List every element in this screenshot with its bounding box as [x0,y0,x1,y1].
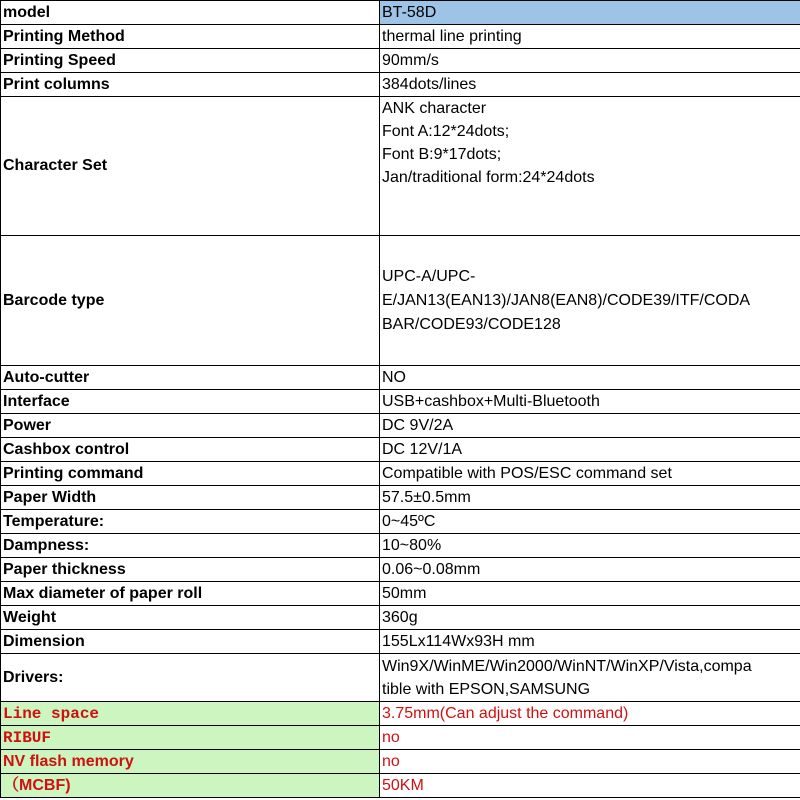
table-row [1,49,800,73]
row-value: 3.75mm(Can adjust the command) [380,702,800,726]
row-label: Temperature: [1,510,380,534]
table-row [1,558,800,582]
row-value: 50mm [380,582,800,606]
table-row [1,97,800,236]
table-row [1,510,800,534]
table-row [1,750,800,774]
row-label: Character Set [1,97,380,236]
row-value: USB+cashbox+Multi-Bluetooth [380,390,800,414]
value-line: Font B:9*17dots; [382,146,502,163]
row-label: Drivers: [1,654,380,702]
value-line: ANK character [382,100,487,117]
row-value: BT-58D [380,1,800,25]
row-label: Auto-cutter [1,366,380,390]
row-value: 155Lx114Wx93H mm [380,630,800,654]
row-label: NV flash memory [1,750,380,774]
table-row [1,774,800,798]
table-row [1,726,800,750]
row-label: Printing Speed [1,49,380,73]
row-label: Print columns [1,73,380,97]
value-line: Jan/traditional form:24*24dots [382,169,595,186]
row-value: 0.06~0.08mm [380,558,800,582]
table-row [1,438,800,462]
value-line: UPC-A/UPC- [382,267,476,285]
row-label: Printing Method [1,25,380,49]
row-value: 57.5±0.5mm [380,486,800,510]
row-label: Weight [1,606,380,630]
row-value: no [380,726,800,750]
row-value: 50KM [380,774,800,798]
table-row [1,236,800,366]
row-label: Printing command [1,462,380,486]
row-label: Paper thickness [1,558,380,582]
drivers-value [380,654,800,702]
row-label: Dimension [1,630,380,654]
row-value: 360g [380,606,800,630]
barcode-type-value [380,236,800,366]
row-value: no [380,750,800,774]
value-line: E/JAN13(EAN13)/JAN8(EAN8)/CODE39/ITF/CODA [382,291,751,309]
table-row [1,25,800,49]
row-label: Line space [1,702,380,726]
table-row [1,462,800,486]
row-value: DC 9V/2A [380,414,800,438]
row-label: Power [1,414,380,438]
row-value: DC 12V/1A [380,438,800,462]
row-value: Compatible with POS/ESC command set [380,462,800,486]
row-label: model [1,1,380,25]
row-value: 384dots/lines [380,73,800,97]
row-label: Interface [1,390,380,414]
value-line: Font A:12*24dots; [382,123,510,140]
row-value: 90mm/s [380,49,800,73]
row-label: Dampness: [1,534,380,558]
value-line: tible with EPSON,SAMSUNG [382,680,591,698]
table-row [1,1,800,25]
character-set-value [380,97,800,236]
row-label: （MCBF) [1,774,380,798]
table-row [1,702,800,726]
table-row [1,73,800,97]
table-row [1,414,800,438]
row-value: 0~45ºC [380,510,800,534]
row-label: Cashbox control [1,438,380,462]
row-value: thermal line printing [380,25,800,49]
row-value: NO [380,366,800,390]
row-label: Max diameter of paper roll [1,582,380,606]
row-label: RIBUF [1,726,380,750]
table-row [1,630,800,654]
table-row [1,486,800,510]
table-row [1,654,800,702]
row-label: Paper Width [1,486,380,510]
table-row [1,534,800,558]
value-line: Win9X/WinME/Win2000/WinNT/WinXP/Vista,compa [382,657,752,675]
row-value: 10~80% [380,534,800,558]
table-row [1,390,800,414]
table-row [1,582,800,606]
table-row [1,606,800,630]
row-label: Barcode type [1,236,380,366]
value-line: BAR/CODE93/CODE128 [382,315,561,333]
table-row [1,366,800,390]
